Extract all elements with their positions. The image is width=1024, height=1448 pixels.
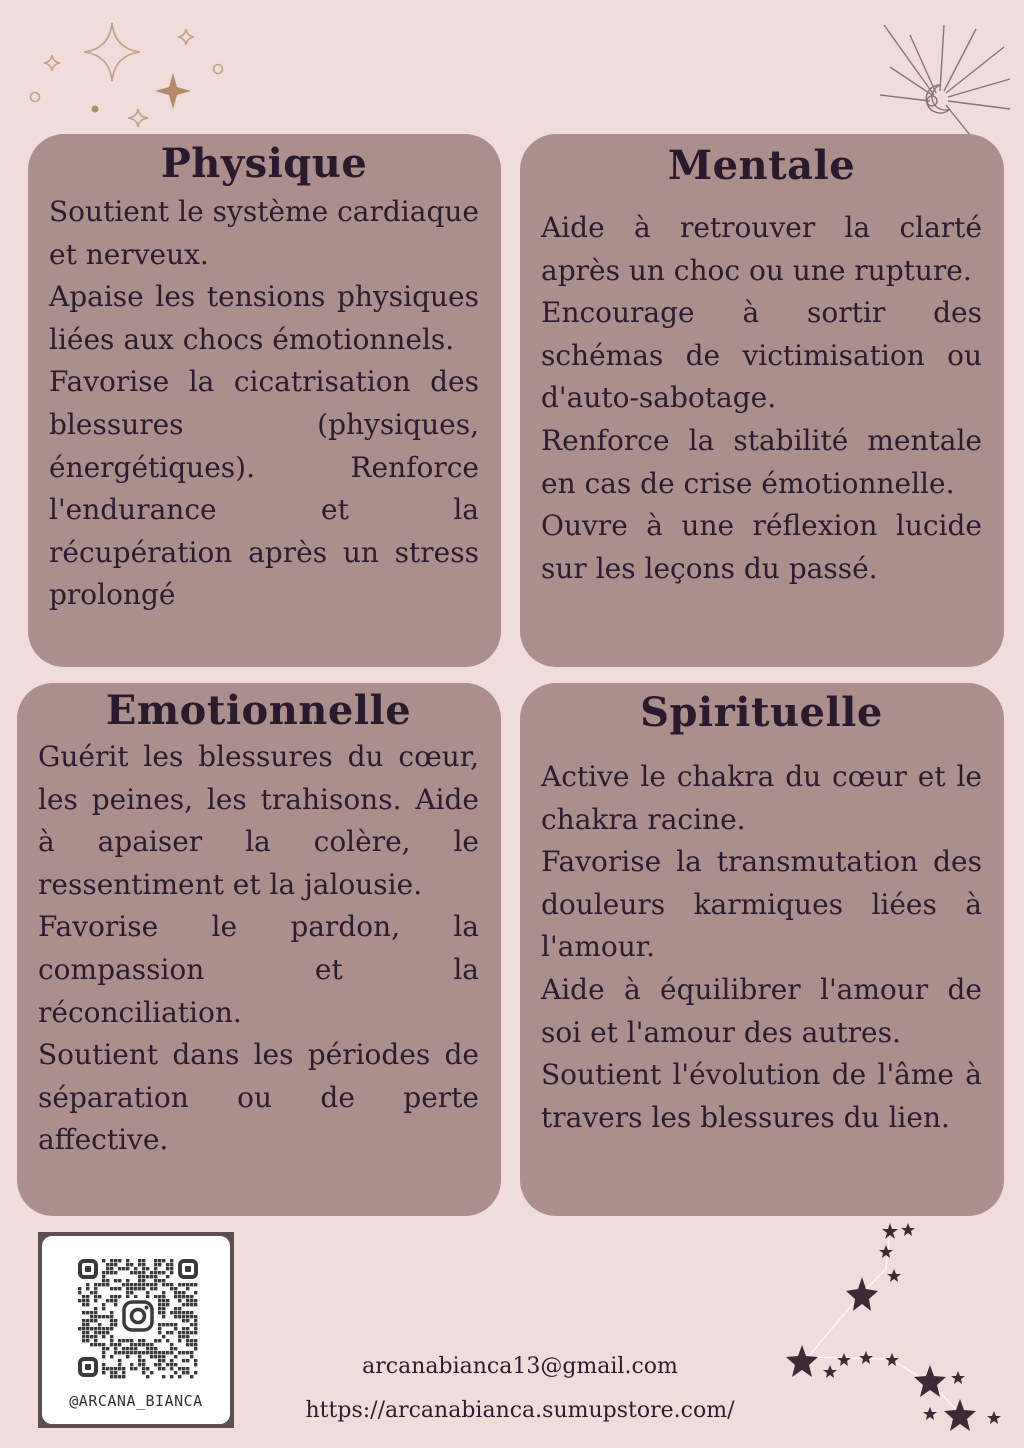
- card-paragraph: Ouvre à une réflexion lucide sur les leçons du passé.: [541, 509, 982, 585]
- store-url-link[interactable]: https://arcanabianca.sumupstore.com/: [305, 1398, 735, 1423]
- qr-code-badge[interactable]: [38, 1232, 234, 1428]
- qr-code: [42, 1236, 230, 1386]
- card-paragraph: Renforce la stabilité mentale en cas de crise émotionnelle.: [541, 423, 982, 500]
- card-title: Emotionnelle: [105, 687, 412, 734]
- card-paragraph: Soutient le système cardiaque et nerveux.: [49, 195, 479, 271]
- card-paragraph: Guérit les blessures du cœur, les peines, les trahisons. Aide à apaiser la colère, le ressentiment et la jalousie.: [38, 740, 479, 901]
- card-paragraph: Favorise la transmutation des douleurs karmiques liées à l'amour.: [541, 845, 982, 964]
- card-emotionnelle: [17, 683, 501, 1216]
- card-mentale: [520, 134, 1004, 667]
- card-paragraph: Aide à équilibrer l'amour de soi et l'amour des autres.: [541, 972, 982, 1049]
- card-paragraph: Soutient dans les périodes de séparation ou de perte affective.: [38, 1038, 479, 1157]
- card-title: Mentale: [667, 142, 856, 189]
- card-title: Spirituelle: [640, 689, 883, 736]
- card-title: Physique: [160, 140, 368, 187]
- card-paragraph: Encourage à sortir des schémas de victimisation ou d'auto-sabotage.: [541, 296, 982, 415]
- card-paragraph: Aide à retrouver la clarté après un choc ou une rupture.: [541, 211, 982, 287]
- email-link[interactable]: arcanabianca13@gmail.com: [362, 1354, 678, 1379]
- card-paragraph: Soutient l'évolution de l'âme à travers les blessures du lien.: [541, 1058, 982, 1134]
- card-paragraph: Favorise le pardon, la compassion et la réconciliation.: [38, 910, 479, 1029]
- constellation-icon: [770, 1215, 1020, 1440]
- card-spirituelle: [520, 683, 1004, 1216]
- instagram-handle: @ARCANA_BIANCA: [69, 1392, 203, 1410]
- card-paragraph: Active le chakra du cœur et le chakra racine.: [541, 760, 982, 836]
- card-paragraph: Favorise la cicatrisation des blessures (physiques, énergétiques). Renforce l'endurance et la récupération après un stress prolongé: [49, 365, 479, 612]
- card-physique: [28, 134, 501, 667]
- card-paragraph: Apaise les tensions physiques liées aux chocs émotionnels.: [49, 280, 479, 356]
